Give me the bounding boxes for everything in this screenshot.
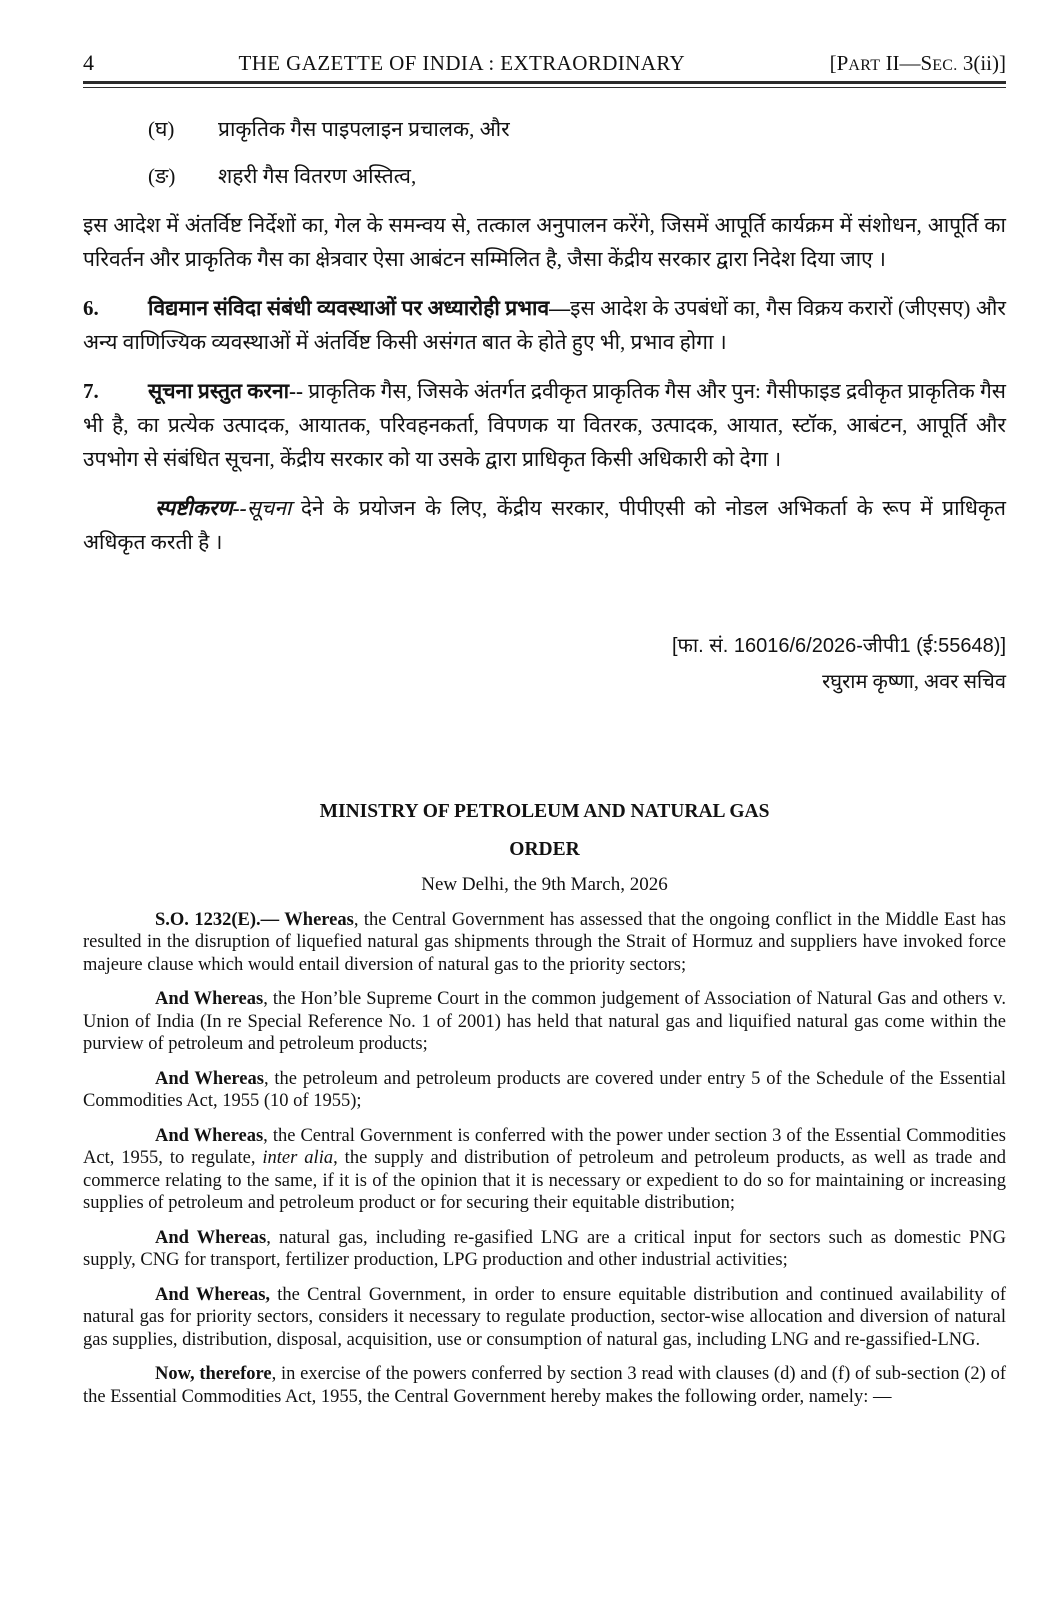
part-label-fragment: 3(ii)] xyxy=(957,51,1006,75)
paragraph-text: the Central Government, in order to ensure equitable distribution and continued availability of natural gas for priority sectors, considers it necessary to regulate production, sector-wise allocation and diversion of natural gas supplies, distribution, disposal, acquisition, use or consumption of natural gas, including LNG and re-gassified-LNG. xyxy=(83,1284,1006,1350)
order-paragraph-now-therefore xyxy=(83,1363,1006,1408)
list-item-gha xyxy=(83,112,1006,146)
signatory-name: रघुराम कृष्णा, अवर सचिव xyxy=(822,671,1006,693)
part-section-label xyxy=(830,51,1006,76)
list-marker: (ङ) xyxy=(148,164,176,188)
clause-text: इस आदेश के उपबंधों का, गैस विक्रय करारों (जीएसए) और अन्य वाणिज्यिक व्यवस्थाओं में अंतर्विष्ट किसी असंगत बात के होते हुए भी, प्रभाव होगा । xyxy=(83,296,1006,354)
english-section xyxy=(83,801,1006,1408)
file-number: [फा. सं. 16016/6/2026-जीपी1 (ई:55648)] xyxy=(671,635,1006,657)
paragraph-text: , in exercise of the powers conferred by section 3 read with clauses (d) and (f) of sub-section (2) of the Essential Commodities Act, 1955, the Central Government hereby makes the following order, namely: — xyxy=(83,1364,1006,1407)
paragraph-lead: And Whereas xyxy=(155,1125,264,1146)
header-rule xyxy=(83,81,1006,88)
clause-number: 6. xyxy=(83,296,99,320)
dateline: New Delhi, the 9th March, 2026 xyxy=(421,874,668,895)
paragraph-text: , the Hon’ble Supreme Court in the common judgement of Association of Natural Gas and others v. Union of India (In re Special Reference No. 1 of 2001) has held that natural gas and liquified natural gas come within the purview of petroleum and petroleum products; xyxy=(83,989,1006,1054)
part-label-fragment: ART xyxy=(848,57,881,74)
explanation-paragraph xyxy=(83,491,1006,559)
order-heading: ORDER xyxy=(509,838,580,860)
clause-heading: विद्यमान संविदा संबंधी व्यवस्थाओं पर अध्यारोही प्रभाव— xyxy=(148,296,571,320)
hindi-list xyxy=(83,112,1006,193)
paragraph-lead: And Whereas xyxy=(155,989,264,1009)
list-item-nga xyxy=(83,159,1006,193)
part-label-fragment: II—S xyxy=(880,51,933,75)
paragraph-lead: And Whereas, xyxy=(155,1284,271,1305)
order-paragraph-whereas-2 xyxy=(83,1068,1006,1113)
list-text: प्राकृतिक गैस पाइपलाइन प्रचालक, और xyxy=(218,117,510,141)
page-header xyxy=(83,50,1006,76)
paragraph-lead: And Whereas xyxy=(155,1227,267,1248)
clause-7-paragraph xyxy=(83,374,1006,476)
paragraph-lead: Now, therefore xyxy=(155,1364,272,1384)
ministry-heading: MINISTRY OF PETROLEUM AND NATURAL GAS xyxy=(319,801,770,822)
part-label-fragment: [P xyxy=(829,51,849,75)
gazette-title: THE GAZETTE OF INDIA : EXTRAORDINARY xyxy=(238,51,686,75)
clause-heading: सूचना प्रस्तुत करना-- xyxy=(148,379,304,403)
order-paragraph-whereas-4 xyxy=(83,1227,1006,1272)
compliance-paragraph: इस आदेश में अंतर्विष्ट निर्देशों का, गेल के समन्वय से, तत्काल अनुपालन करेंगे, जिसमें आपूर्ति कार्यक्रम में संशोधन, आपूर्ति का परिवर्तन और प्राकृतिक गैस का क्षेत्रवार ऐसा आबंटन सम्मिलित है, जैसा केंद्रीय सरकार द्वारा निदेश दिया जाए । xyxy=(83,213,1006,271)
order-paragraph-whereas-1 xyxy=(83,988,1006,1056)
clause-text: प्राकृतिक गैस, जिसके अंतर्गत द्रवीकृत प्राकृतिक गैस और पुन: गैसीफाइड द्रवीकृत प्राकृतिक गैस भी है, का प्रत्येक उत्पादक, आयातक, परिवहनकर्ता, विपणक या वितरक, उत्पादक, आयात, स्टॉक, आबंटन, आपूर्ति और उपभोग से संबंधित सूचना, केंद्रीय सरकार को या उसके द्वारा प्राधिकृत किसी अधिकारी को देगा । xyxy=(83,379,1007,471)
explanation-term: सूचना xyxy=(246,496,292,520)
page-number: 4 xyxy=(83,50,94,75)
list-marker: (घ) xyxy=(148,117,175,141)
part-label-fragment: EC. xyxy=(932,57,958,74)
paragraph-text: , the Central Government has assessed that the ongoing conflict in the Middle East has resulted in the disruption of liquefied natural gas shipments through the Strait of Hormuz and suppliers have invoked force majeure clause which would entail diversion of natural gas to the priority sectors; xyxy=(83,909,1006,975)
explanation-label: स्पष्टीकरण-- xyxy=(155,496,247,520)
explanation-text: देने के प्रयोजन के लिए, केंद्रीय सरकार, पीपीएसी को नोडल अभिकर्ता के रूप में प्राधिकृत अधिकृत करती है । xyxy=(83,496,1006,554)
clause-number: 7. xyxy=(83,379,99,403)
paragraph-text: , the petroleum and petroleum products are covered under entry 5 of the Schedule of the Essential Commodities Act, 1955 (10 of 1955); xyxy=(83,1068,1006,1111)
paragraph-lead: And Whereas xyxy=(155,1068,264,1089)
order-paragraph-so xyxy=(83,909,1006,977)
paragraph-lead: S.O. 1232(E).— Whereas xyxy=(155,909,354,930)
paragraph-text: , the supply and distribution of petroleum and petroleum products, as well as trade and commerce relating to the same, if it is of the opinion that it is necessary or expedient to do so for maintaining or increasing supplies of petroleum and petroleum product or for securing their equitable distribution; xyxy=(83,1148,1006,1213)
paragraph-text: , natural gas, including re-gasified LNG are a critical input for sectors such as domestic PNG supply, CNG for transport, fertilizer production, LPG production and other industrial activities; xyxy=(83,1227,1006,1270)
paragraph-text: , the Central Government is conferred with the power under section 3 of the Essential Commodities Act, 1955, to regulate, xyxy=(83,1125,1006,1168)
paragraph-italic-phrase: inter alia xyxy=(262,1148,334,1168)
list-text: शहरी गैस वितरण अस्तित्व, xyxy=(218,164,417,188)
order-paragraph-whereas-5 xyxy=(83,1284,1006,1352)
clause-6-paragraph xyxy=(83,291,1006,359)
order-paragraph-whereas-3 xyxy=(83,1125,1006,1215)
